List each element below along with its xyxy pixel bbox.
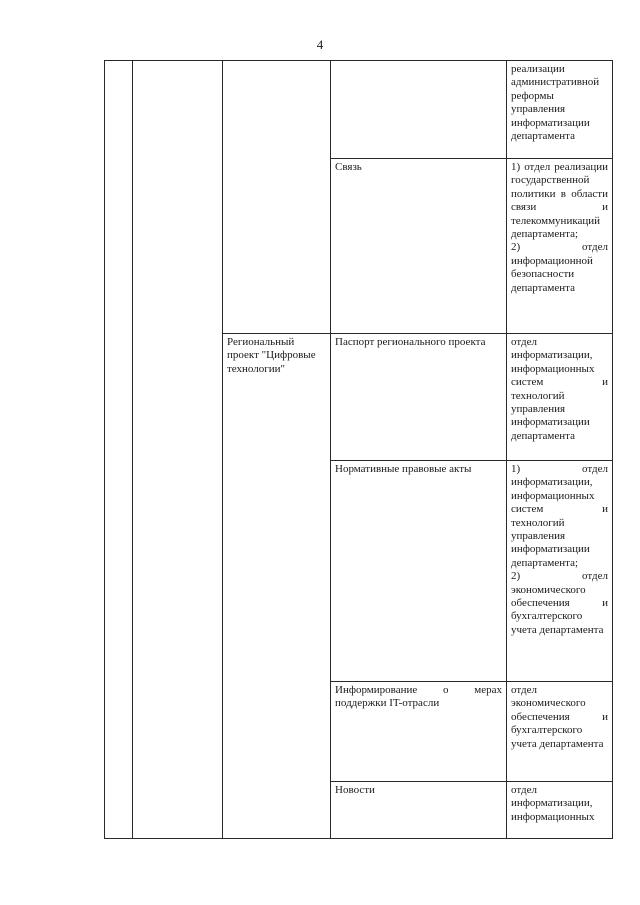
responsible-cell (507, 682, 613, 782)
responsible-cell (507, 159, 613, 334)
page-number: 4 (316, 37, 324, 52)
section-column-cell (133, 61, 223, 839)
regional-project-label: Региональный проект "Цифровые технологии" (227, 336, 316, 375)
table-row (105, 61, 613, 159)
topic-cell (331, 334, 507, 461)
topic-text: Нормативные правовые акты (335, 463, 472, 475)
topic-cell (331, 782, 507, 839)
responsible-text: реализации административной реформы управления информатизации департамента (511, 63, 600, 143)
responsible-text: 1) отдел информатизации, информационных систем и технологий управления информатизации департамента; 2) отдел экономического обеспечения и бухгалтерского учета департамента (511, 463, 608, 636)
topic-text: Новости (335, 784, 375, 796)
topic-cell (331, 159, 507, 334)
responsible-cell (507, 461, 613, 682)
regional-project-cell (223, 334, 331, 839)
responsibility-table (104, 60, 613, 839)
responsible-text: отдел информатизации, информационных систем и технологий управления информатизации департамента (511, 336, 608, 442)
responsible-text: 1) отдел реализации государственной политики в области связи и телекоммуникаций департамента; 2) отдел информационной безопасности департамента (511, 161, 608, 294)
responsible-cell (507, 782, 613, 839)
topic-text: Информирование о мерах поддержки IT-отрасли (335, 684, 502, 710)
responsible-text: отдел экономического обеспечения и бухгалтерского учета департамента (511, 684, 608, 750)
topic-cell (331, 682, 507, 782)
subsection-cell-previous (223, 61, 331, 334)
responsible-cell (507, 334, 613, 461)
number-column-cell (105, 61, 133, 839)
topic-text: Связь (335, 161, 362, 173)
topic-cell (331, 61, 507, 159)
topic-cell (331, 461, 507, 682)
responsible-text: отдел информатизации, информационных (511, 784, 595, 823)
topic-text: Паспорт регионального проекта (335, 336, 486, 348)
responsible-cell (507, 61, 613, 159)
